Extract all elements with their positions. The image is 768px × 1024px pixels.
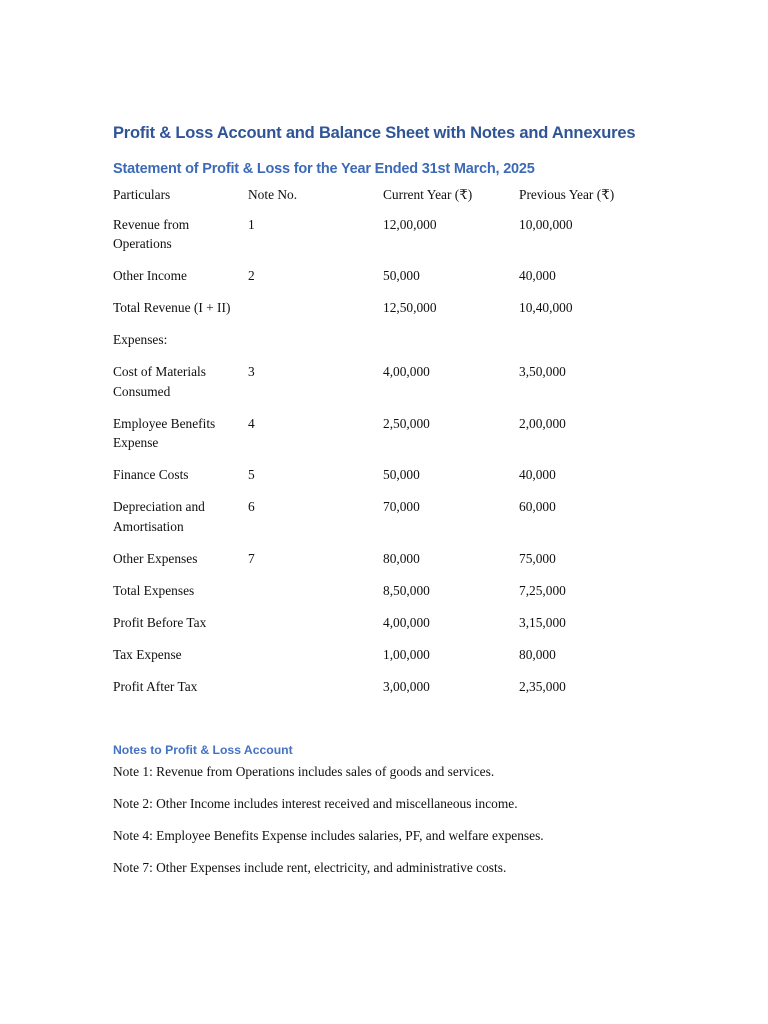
particulars-cell: Finance Costs bbox=[113, 467, 189, 482]
previous-year-cell: 7,25,000 bbox=[519, 582, 566, 598]
note-no-cell bbox=[243, 645, 378, 677]
table-header-row bbox=[108, 183, 654, 215]
note-no-cell: 6 bbox=[248, 499, 255, 514]
current-year-cell bbox=[378, 330, 514, 362]
table-row bbox=[108, 362, 654, 414]
current-year-cell: 2,50,000 bbox=[383, 415, 430, 431]
current-year-cell: 4,00,000 bbox=[383, 614, 430, 630]
note-item: Note 1: Revenue from Operations includes sales of goods and services. bbox=[113, 764, 495, 779]
note-item: Note 2: Other Income includes interest received and miscellaneous income. bbox=[113, 796, 518, 811]
table-row bbox=[108, 549, 654, 581]
previous-year-cell: 2,35,000 bbox=[519, 678, 566, 694]
current-year-cell: 50,000 bbox=[383, 467, 420, 482]
current-year-cell: 4,00,000 bbox=[383, 364, 430, 379]
previous-year-cell bbox=[514, 330, 654, 362]
table-row bbox=[108, 330, 654, 362]
column-header-current-year: Current Year (₹) bbox=[383, 187, 473, 202]
previous-year-cell: 10,40,000 bbox=[519, 300, 573, 315]
notes-list bbox=[113, 762, 544, 890]
note-no-cell: 3 bbox=[248, 364, 255, 379]
particulars-cell: Expenses: bbox=[113, 332, 168, 347]
particulars-cell: Total Revenue (I + II) bbox=[113, 300, 231, 315]
column-header-note-no: Note No. bbox=[248, 187, 298, 202]
table-row bbox=[108, 645, 654, 677]
previous-year-cell: 75,000 bbox=[519, 550, 556, 566]
particulars-cell: Profit Before Tax bbox=[113, 614, 207, 630]
previous-year-cell: 60,000 bbox=[519, 499, 556, 514]
note-no-cell: 7 bbox=[248, 550, 255, 566]
particulars-cell: Total Expenses bbox=[113, 582, 195, 598]
current-year-cell: 1,00,000 bbox=[383, 646, 430, 662]
note-no-cell: 1 bbox=[248, 216, 255, 232]
current-year-cell: 3,00,000 bbox=[383, 678, 430, 694]
note-no-cell bbox=[243, 581, 378, 613]
note-no-cell bbox=[243, 298, 378, 330]
column-header-particulars: Particulars bbox=[113, 187, 171, 202]
particulars-cell: Employee Benefits Expense bbox=[113, 415, 216, 450]
current-year-cell: 8,50,000 bbox=[383, 582, 430, 598]
statement-heading: Statement of Profit & Loss for the Year Ended 31st March, 2025 bbox=[113, 161, 535, 177]
note-item: Note 7: Other Expenses include rent, electricity, and administrative costs. bbox=[113, 860, 507, 875]
document-title: Profit & Loss Account and Balance Sheet with Notes and Annexures bbox=[113, 124, 636, 142]
note-no-cell: 4 bbox=[248, 415, 255, 431]
table-row bbox=[108, 613, 654, 645]
table-row bbox=[108, 497, 654, 549]
note-item: Note 4: Employee Benefits Expense includes salaries, PF, and welfare expenses. bbox=[113, 828, 544, 843]
table-row bbox=[108, 215, 654, 267]
particulars-cell: Profit After Tax bbox=[113, 678, 198, 694]
current-year-cell: 50,000 bbox=[383, 268, 420, 283]
current-year-cell: 12,50,000 bbox=[383, 300, 437, 315]
table-row bbox=[108, 581, 654, 613]
previous-year-cell: 80,000 bbox=[519, 646, 556, 662]
previous-year-cell: 40,000 bbox=[519, 268, 556, 283]
particulars-cell: Revenue from Operations bbox=[113, 216, 190, 251]
current-year-cell: 12,00,000 bbox=[383, 216, 437, 232]
table-body bbox=[108, 215, 654, 709]
column-header-previous-year: Previous Year (₹) bbox=[519, 187, 615, 202]
particulars-cell: Depreciation and Amortisation bbox=[113, 499, 205, 534]
table-row bbox=[108, 465, 654, 497]
table-row bbox=[108, 414, 654, 466]
particulars-cell: Other Income bbox=[113, 268, 187, 283]
note-no-cell bbox=[243, 330, 378, 362]
note-no-cell bbox=[243, 677, 378, 709]
table-row bbox=[108, 677, 654, 709]
previous-year-cell: 40,000 bbox=[519, 467, 556, 482]
previous-year-cell: 3,15,000 bbox=[519, 614, 566, 630]
notes-heading: Notes to Profit & Loss Account bbox=[113, 743, 293, 757]
note-no-cell bbox=[243, 613, 378, 645]
previous-year-cell: 2,00,000 bbox=[519, 415, 566, 431]
previous-year-cell: 10,00,000 bbox=[519, 216, 573, 232]
particulars-cell: Other Expenses bbox=[113, 550, 198, 566]
note-no-cell: 5 bbox=[248, 467, 255, 482]
previous-year-cell: 3,50,000 bbox=[519, 364, 566, 379]
particulars-cell: Tax Expense bbox=[113, 646, 182, 662]
profit-loss-table bbox=[108, 183, 654, 709]
particulars-cell: Cost of Materials Consumed bbox=[113, 364, 206, 399]
table-row bbox=[108, 266, 654, 298]
current-year-cell: 80,000 bbox=[383, 550, 420, 566]
table-row bbox=[108, 298, 654, 330]
note-no-cell: 2 bbox=[248, 268, 255, 283]
current-year-cell: 70,000 bbox=[383, 499, 420, 514]
